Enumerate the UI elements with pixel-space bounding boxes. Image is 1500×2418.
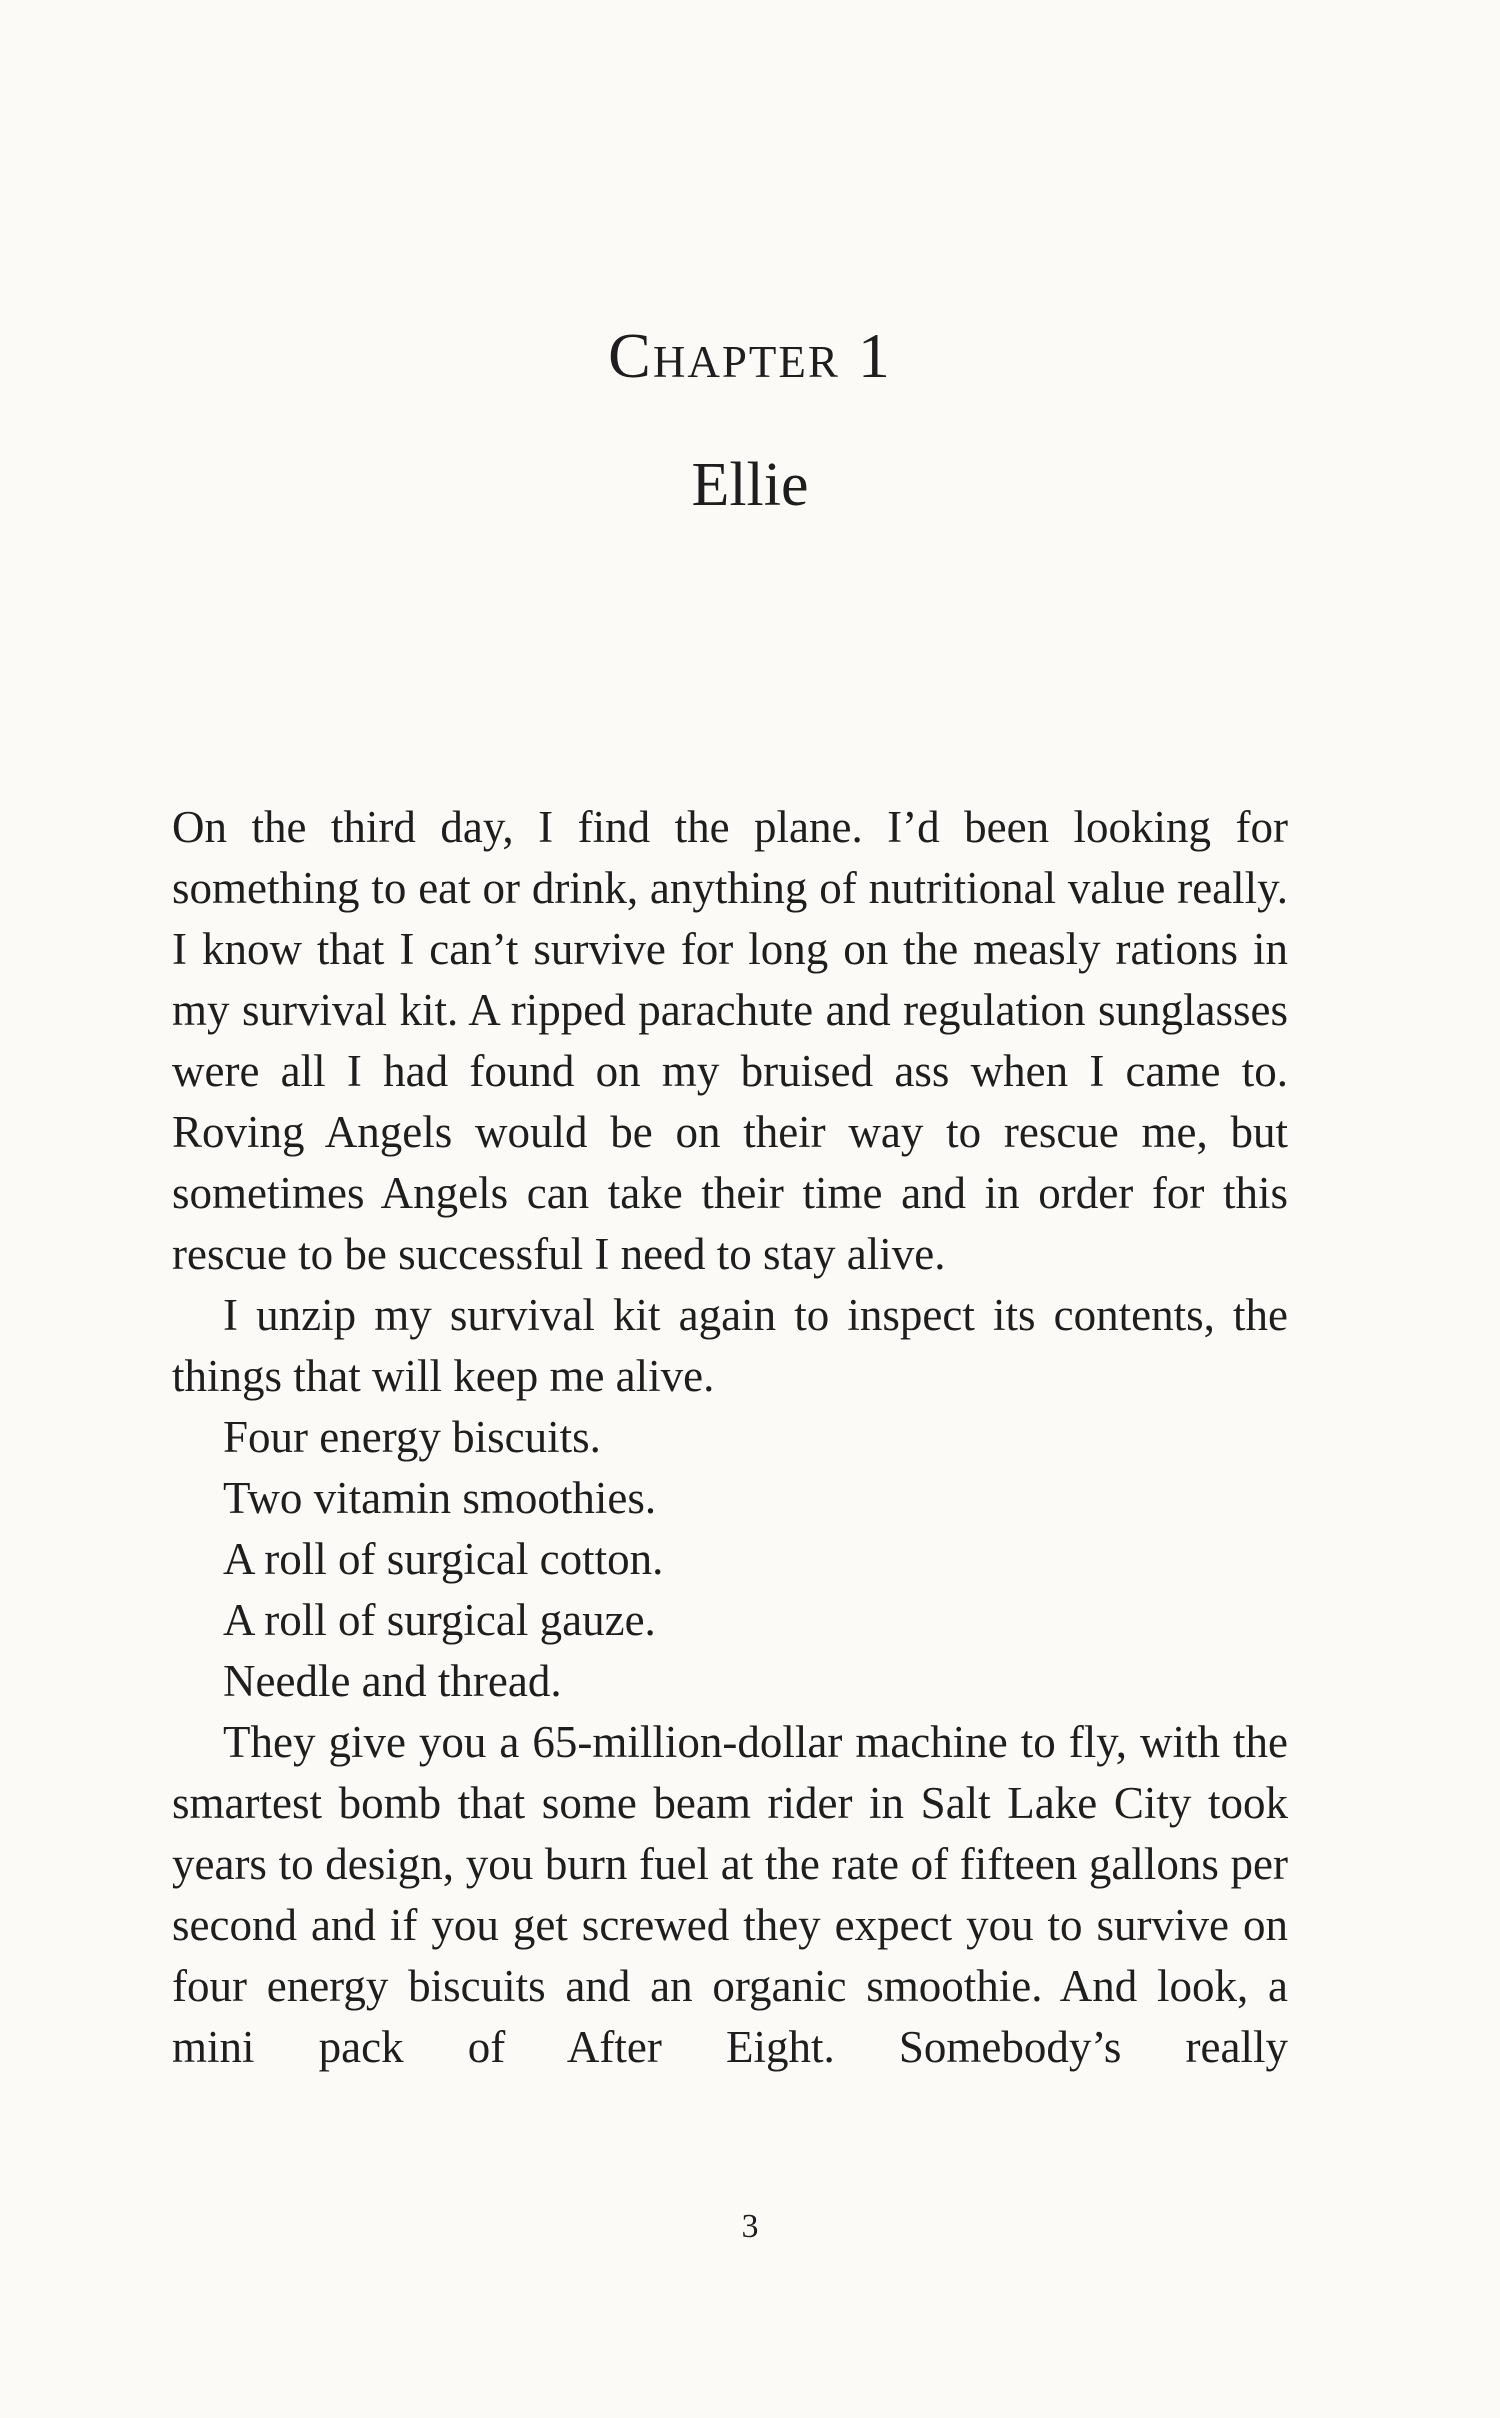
page-number: 3 xyxy=(741,2208,759,2245)
list-item: A roll of surgical gauze. xyxy=(223,1595,656,1645)
list-item: Needle and thread. xyxy=(223,1656,562,1706)
body-text xyxy=(172,797,1288,2078)
paragraph-2: I unzip my survival kit again to inspect its contents, the things that will keep me alive. xyxy=(172,1290,1288,1401)
list-item: Two vitamin smoothies. xyxy=(223,1473,657,1523)
list-item: Four energy biscuits. xyxy=(223,1412,601,1462)
list-item: A roll of surgical cotton. xyxy=(223,1534,664,1584)
paragraph-3: They give you a 65-million-dollar machine to fly, with the smartest bomb that some beam rider in Salt Lake City took years to design, you burn fuel at the rate of fifteen gallons per second and if you get screwed they expect you to survive on four energy biscuits and an organic smoothie. And look, a mini pack of After Eight. Somebody’s really xyxy=(172,1717,1288,2072)
chapter-subtitle: Ellie xyxy=(691,451,809,519)
paragraph-1: On the third day, I find the plane. I’d been looking for something to eat or drink, anything of nutritional value really. I know that I can’t survive for long on the measly rations in my survival kit. A ripped parachute and regulation sunglasses were all I had found on my bruised ass when I came to. Roving Angels would be on their way to rescue me, but sometimes Angels can take their time and in order for this rescue to be successful I need to stay alive. xyxy=(172,802,1288,1279)
chapter-heading: Chapter 1 xyxy=(608,320,892,391)
